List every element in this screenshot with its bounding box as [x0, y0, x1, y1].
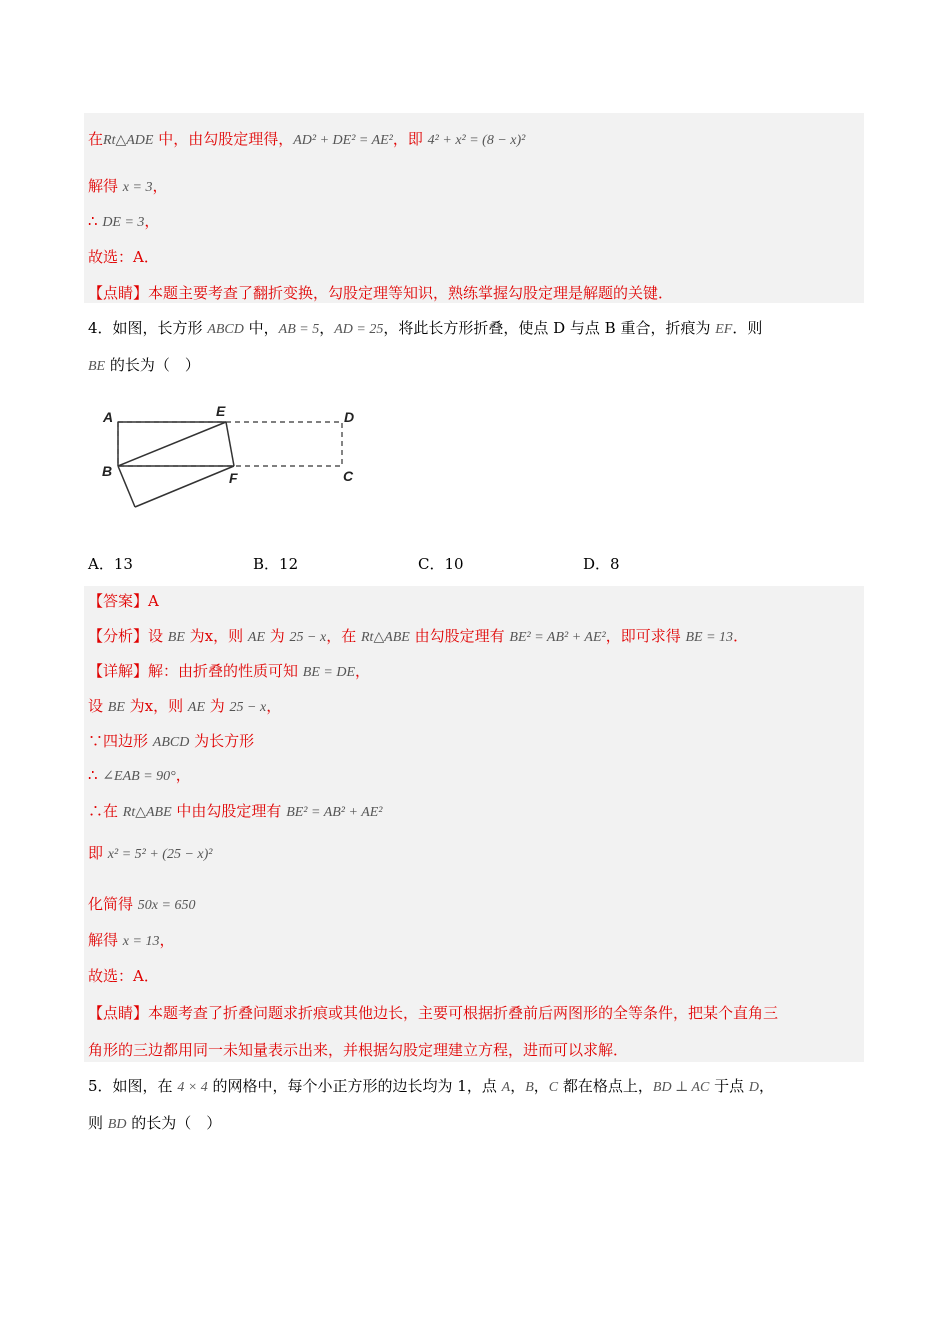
segment-folded-f	[135, 466, 234, 507]
math-expr: AD = 25	[334, 322, 384, 337]
math-expr: AD² + DE² = AE²	[293, 133, 393, 148]
math-expr: D	[748, 1080, 760, 1095]
math-expr: BD ⊥ AC	[652, 1080, 710, 1095]
question-5-text-cont: 则 BD 的长为（ ）	[88, 1114, 222, 1132]
solution-line-pythagoras: 在Rt△ADE 中，由勾股定理得，AD² + DE² = AE²，即 4² + x² = (8 − x)²	[88, 130, 526, 148]
math-expr: BE	[107, 700, 125, 715]
detail-line-1: 【详解】解：由折叠的性质可知 BE = DE，	[88, 662, 371, 680]
math-expr: BE	[88, 359, 106, 374]
option-c: C．10	[418, 555, 464, 573]
math-expr: BD	[107, 1117, 127, 1132]
math-expr: AB = 5	[278, 322, 320, 337]
question-5-text: 5．如图，在 4 × 4 的网格中，每个小正方形的边长均为 1，点 A，B，C 都在格点上，BD ⊥ AC 于点 D，	[88, 1077, 775, 1095]
math-expr: x = 3	[122, 180, 153, 195]
solution-line-choice: 故选：A．	[88, 248, 159, 266]
math-expr: 4² + x² = (8 − x)²	[427, 133, 526, 148]
math-expr: Rt△ABE	[361, 630, 410, 645]
math-expr: BE	[167, 630, 185, 645]
math-expr: BE = DE	[302, 665, 355, 680]
math-expr: C	[548, 1080, 559, 1095]
detail-line-5: ∴在 Rt△ABE 中由勾股定理有 BE² = AB² + AE²	[88, 802, 383, 820]
math-expr: AE	[247, 630, 265, 645]
detail-line-7: 化简得 50x = 650	[88, 895, 196, 913]
label-f: F	[229, 470, 238, 486]
solution-line-comment: 【点睛】本题主要考查了翻折变换，勾股定理等知识，熟练掌握勾股定理是解题的关键．	[88, 284, 674, 302]
segment-ef	[226, 422, 234, 466]
answer-line: 【答案】A	[88, 592, 159, 610]
math-expr: ABCD	[207, 322, 244, 337]
math-expr: A	[501, 1080, 511, 1095]
question-4-text: 4．如图，长方形 ABCD 中，AB = 5，AD = 25，将此长方形折叠，使点 D 与点 B 重合，折痕为 EF．则	[88, 319, 763, 337]
math-expr: Rt△ADE	[103, 133, 154, 148]
label-d: D	[344, 409, 355, 425]
math-expr: B	[525, 1080, 534, 1095]
math-expr: 25 − x	[289, 630, 327, 645]
math-expr: 4 × 4	[177, 1080, 208, 1095]
math-expr: x² = 5² + (25 − x)²	[107, 847, 213, 862]
detail-line-4: ∴ ∠EAB = 90°，	[88, 766, 191, 784]
math-expr: DE = 3	[102, 215, 145, 230]
question-4-figure	[95, 400, 375, 520]
comment-line-2: 角形的三边都用同一未知量表示出来，并根据勾股定理建立方程，进而可以求解．	[88, 1041, 629, 1059]
math-expr: Rt△ABE	[122, 805, 172, 820]
math-expr: 50x = 650	[137, 898, 196, 913]
detail-line-3: ∵四边形 ABCD 为长方形	[88, 732, 255, 750]
detail-line-6: 即 x² = 5² + (25 − x)²	[88, 844, 213, 862]
detail-line-choice: 故选：A．	[88, 967, 159, 985]
math-expr: ABCD	[152, 735, 190, 750]
comment-line-1: 【点睛】本题考查了折叠问题求折痕或其他边长，主要可根据折叠前后两图形的全等条件，把某个直角三	[88, 1004, 779, 1022]
math-expr: EF	[715, 322, 733, 337]
solution-block-q4	[84, 586, 864, 1062]
detail-line-2: 设 BE 为x，则 AE 为 25 − x，	[88, 697, 282, 715]
option-b: B．12	[253, 555, 299, 573]
option-d: D．8	[583, 555, 620, 573]
math-expr: BE² = AB² + AE²	[286, 805, 383, 820]
segment-folded-b	[118, 466, 135, 507]
math-expr: AE	[187, 700, 205, 715]
label-c: C	[343, 468, 354, 484]
question-4-text-cont: BE 的长为（ ）	[88, 356, 200, 374]
math-expr: BE = 13	[685, 630, 734, 645]
option-a: A．13	[88, 555, 133, 573]
solution-line-solve: 解得 x = 3，	[88, 177, 168, 195]
label-e: E	[216, 403, 226, 419]
solution-line-result: ∴ DE = 3，	[88, 212, 160, 230]
label-b: B	[102, 463, 113, 479]
math-expr: 25 − x	[229, 700, 267, 715]
label-a: A	[103, 409, 114, 425]
math-expr: x = 13	[122, 934, 160, 949]
segment-be	[118, 422, 226, 466]
detail-line-8: 解得 x = 13，	[88, 931, 175, 949]
math-expr: ∠EAB = 90°	[102, 769, 176, 784]
math-expr: BE² = AB² + AE²	[509, 630, 606, 645]
analysis-line: 【分析】设 BE 为x，则 AE 为 25 − x，在 Rt△ABE 由勾股定理有 BE² = AB² + AE²，即可求得 BE = 13．	[88, 627, 749, 645]
